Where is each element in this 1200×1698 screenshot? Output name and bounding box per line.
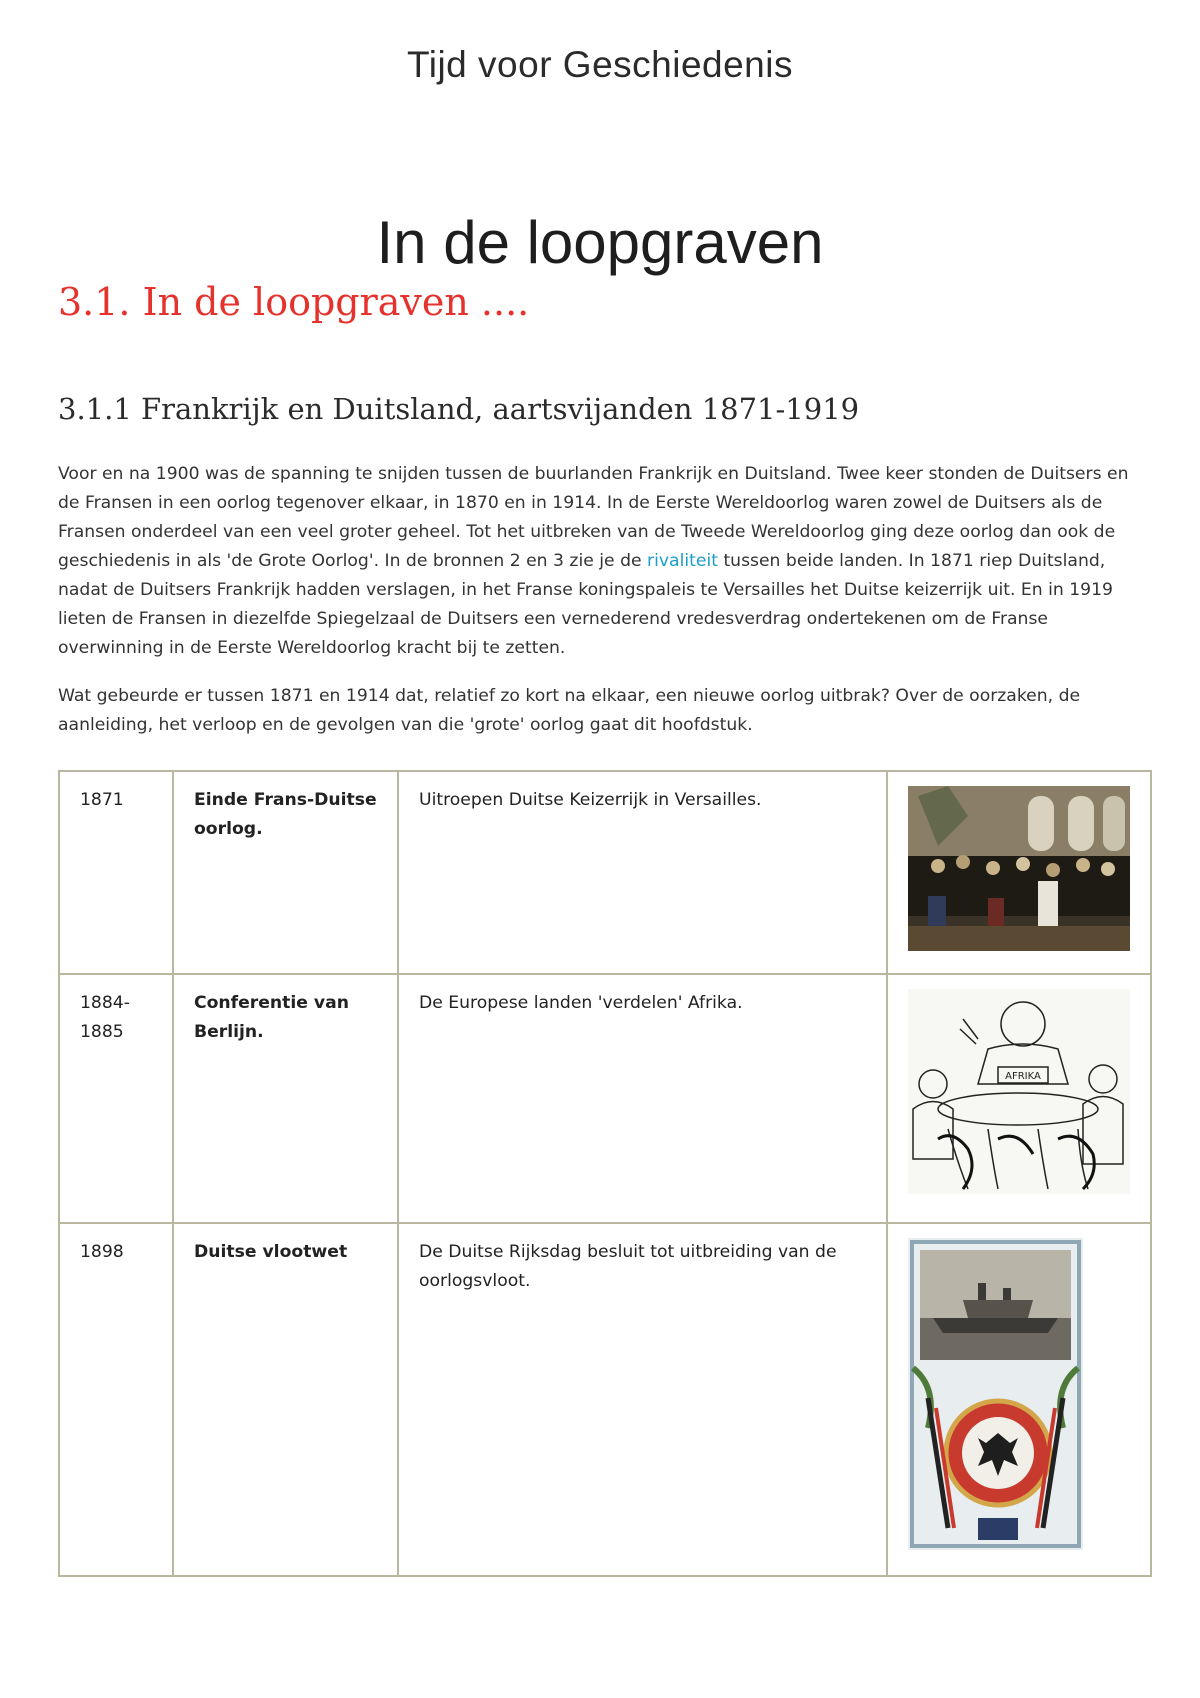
event-cell: Duitse vlootwet	[173, 1223, 398, 1576]
intro-paragraph-1	[58, 460, 1148, 663]
intro-p1-text-b: tussen beide landen. In 1871 riep Duitsland, nadat de Duitsers Frankrijk hadden verslagen, in het Franse koningspaleis te Versailles het Duitse keizerrijk uit. En in 1919 lieten de Fransen in diezelfde Spiegelzaal de Duitsers een vernederend vredesverdrag ondertekenen om de Franse overwinning in de Eerste Wereldoorlog kracht bij te zetten.	[58, 551, 1113, 658]
year-cell: 1871	[59, 771, 173, 974]
image-cell	[887, 771, 1151, 974]
intro-p1-text-a: Voor en na 1900 was de spanning te snijden tussen de buurlanden Frankrijk en Duitsland. Twee keer stonden de Duitsers en de Fransen in een oorlog tegenover elkaar, in 1870 en in 1914. In de Eerste Wereldoorlog waren zowel de Duitsers als de Fransen onderdeel van een veel groter geheel. Tot het uitbreken van de Tweede Wereldoorlog ging deze oorlog dan ook de geschiedenis in als 'de Grote Oorlog'. In de bronnen 2 en 3 zie je de	[58, 464, 1129, 571]
rivaliteit-link[interactable]: rivaliteit	[647, 551, 718, 571]
subsection-title: 3.1.1 Frankrijk en Duitsland, aartsvijanden 1871-1919	[58, 392, 860, 426]
image-cell	[887, 1223, 1151, 1576]
event-cell: Einde Frans-Duitse oorlog.	[173, 771, 398, 974]
table-row	[59, 771, 1151, 974]
berlin-conference-cartoon-image	[908, 989, 1130, 1194]
event-cell: Conferentie van Berlijn.	[173, 974, 398, 1223]
description-cell: De Europese landen 'verdelen' Afrika.	[398, 974, 887, 1223]
proclamation-painting-image	[908, 786, 1130, 951]
year-cell: 1884-1885	[59, 974, 173, 1223]
image-cell	[887, 974, 1151, 1223]
description-cell: De Duitse Rijksdag besluit tot uitbreiding van de oorlogsvloot.	[398, 1223, 887, 1576]
naval-law-postcard-image	[908, 1238, 1083, 1550]
site-title: Tijd voor Geschiedenis	[407, 44, 793, 85]
year-cell: 1898	[59, 1223, 173, 1576]
timeline-table	[58, 770, 1152, 1577]
table-row	[59, 974, 1151, 1223]
svg-text:AFRIKA: AFRIKA	[1005, 1071, 1041, 1082]
page-title: In de loopgraven	[376, 209, 824, 276]
section-title: 3.1. In de loopgraven ....	[58, 280, 530, 324]
intro-paragraph-2: Wat gebeurde er tussen 1871 en 1914 dat, relatief zo kort na elkaar, een nieuwe oorlog uitbrak? Over de oorzaken, de aanleiding, het verloop en de gevolgen van die 'grote' oorlog gaat dit hoofdstuk.	[58, 686, 1081, 735]
description-cell: Uitroepen Duitse Keizerrijk in Versailles.	[398, 771, 887, 974]
table-row	[59, 1223, 1151, 1576]
